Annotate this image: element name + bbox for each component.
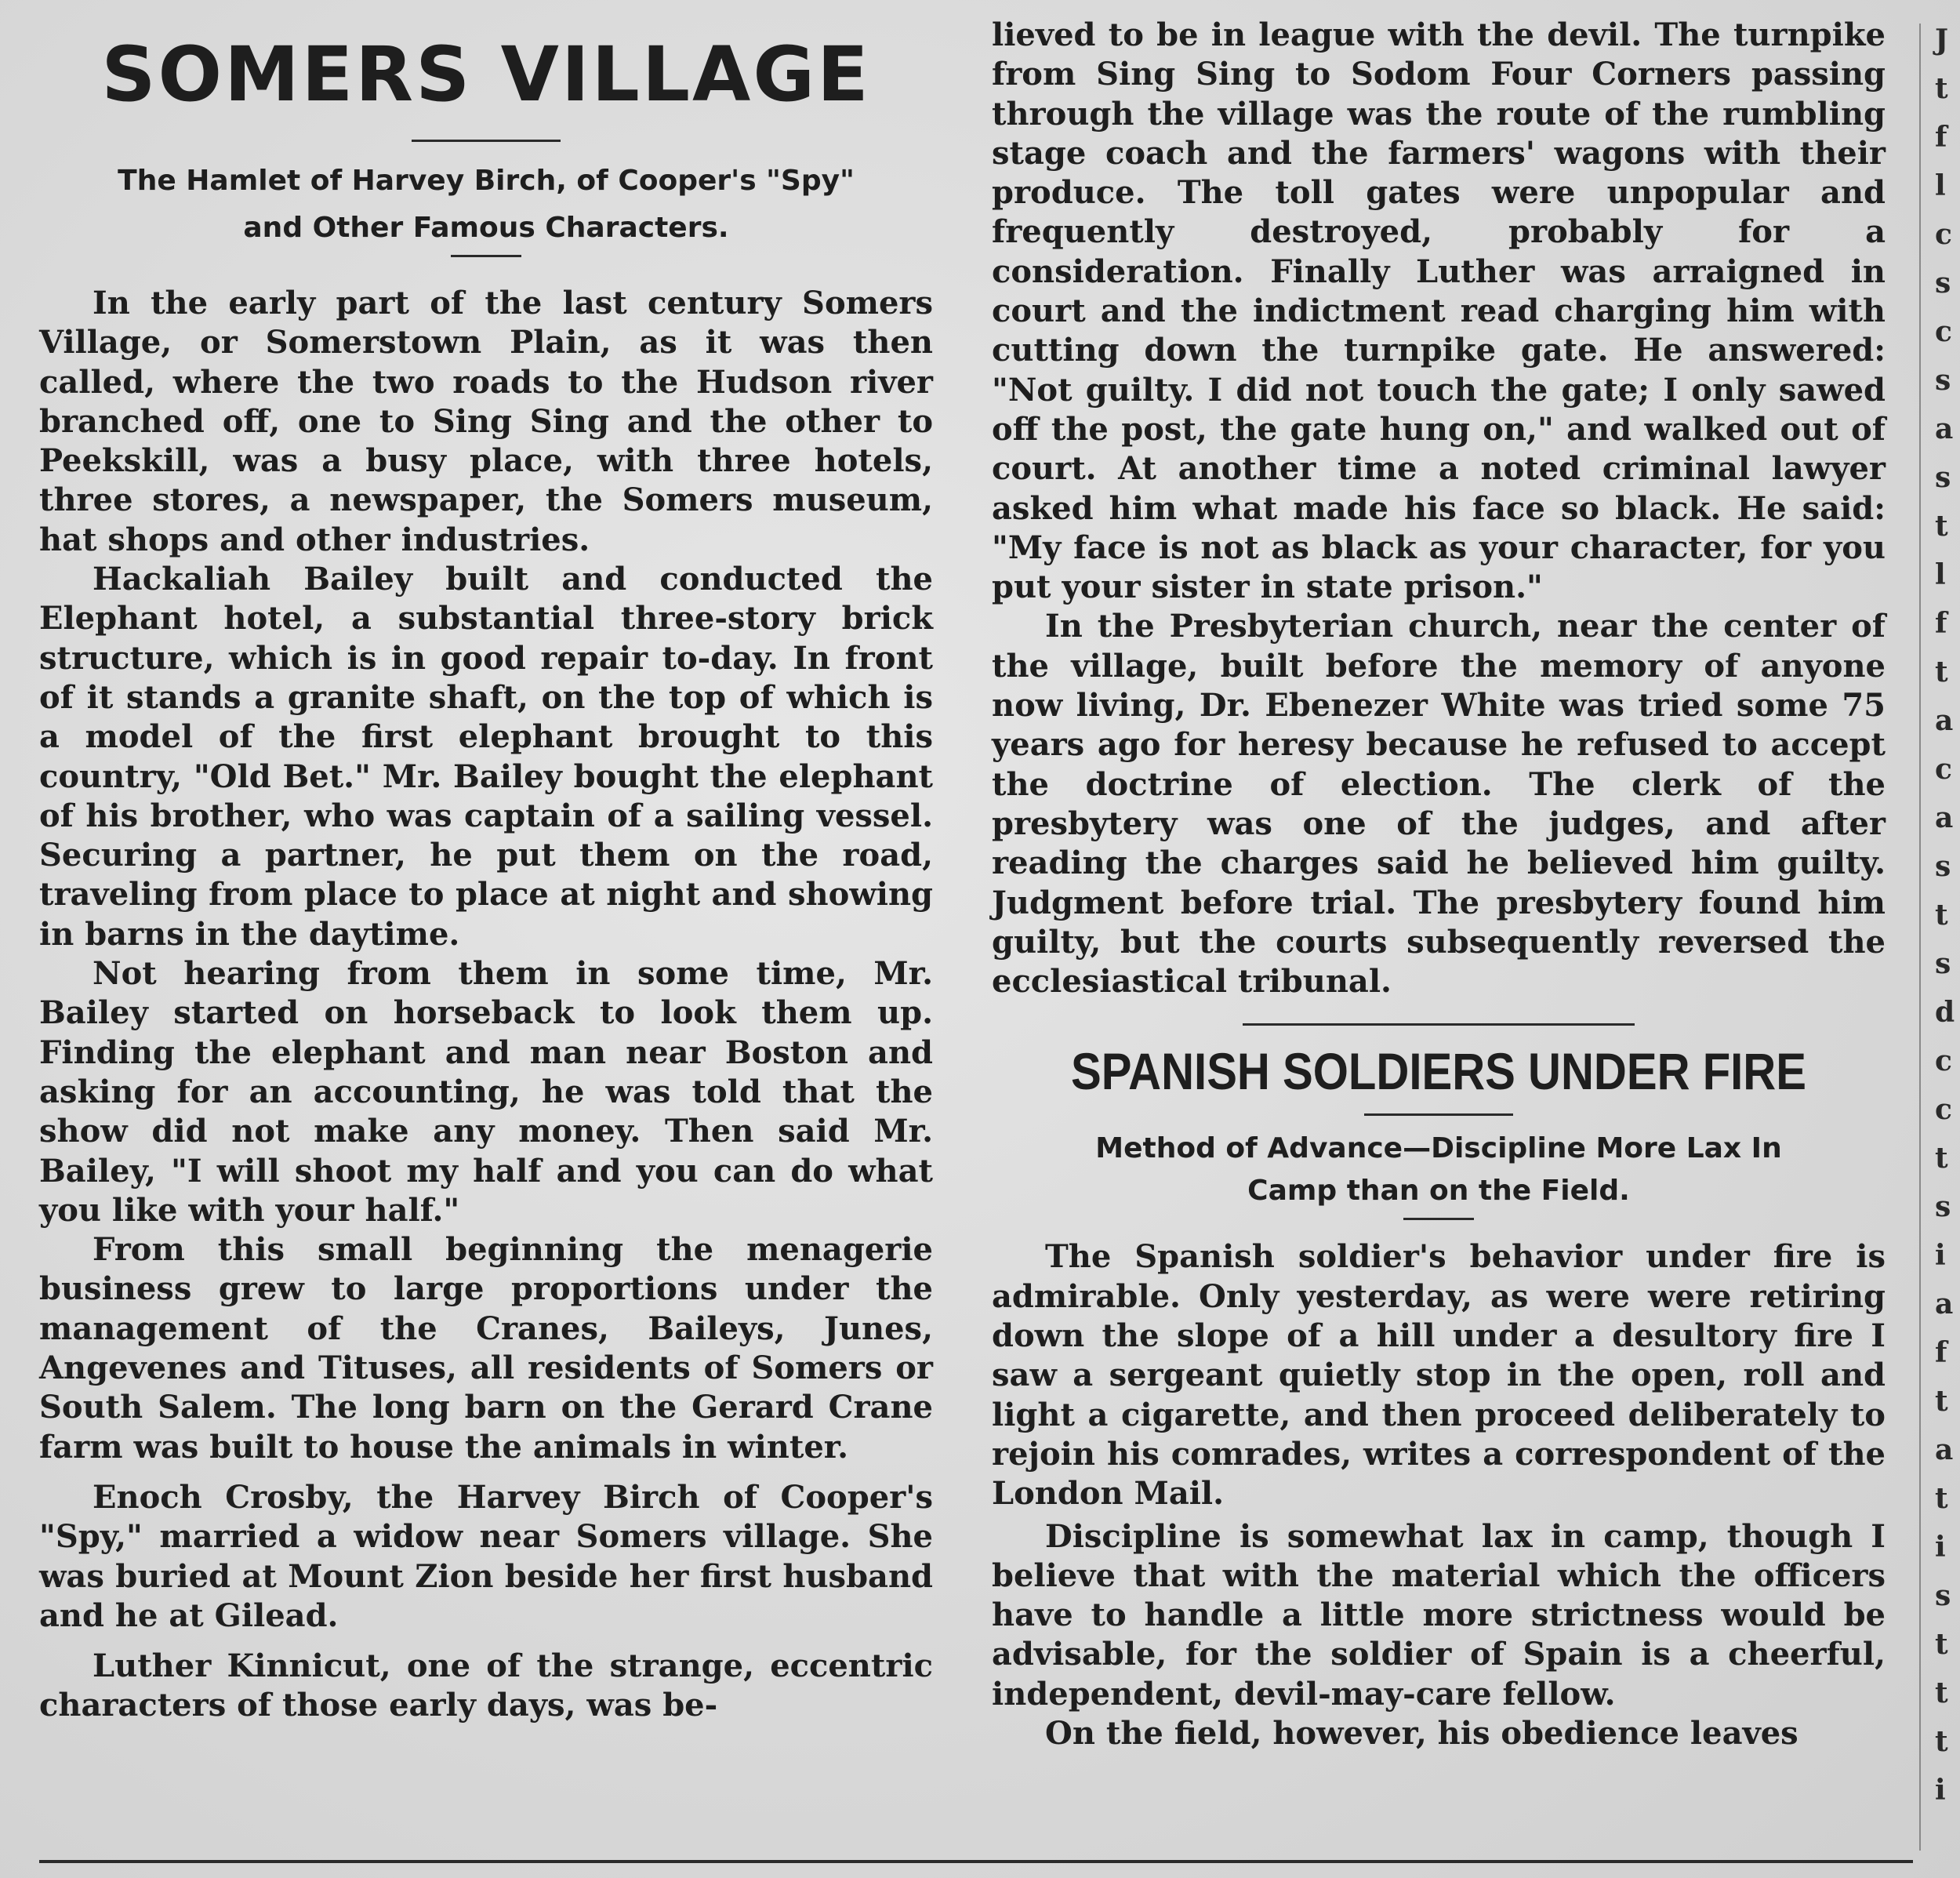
rule <box>451 255 521 257</box>
article-separator <box>1243 1023 1635 1026</box>
edge-letter: i <box>1935 1774 1946 1807</box>
article-continuation: lieved to be in league with the devil. The turnpike from Sing Sing to Sodom Four Corners passing through the village was the route of the rumbling stage coach and the farmers' wagons with their produce. The toll gates were unpopular and frequently destroyed, probably for a consideration. Finally Luther was arraigned in court and the indictment read charging him with cutting down the turnpike gate. He answered: "Not guilty. I did not touch the gate; I only sawed off the post, the gate hung on," and walked out of court. At another time a noted criminal lawyer asked him what made his face so black. He said: "My face is not as black as your character, for you put your sister in state prison." <box>992 16 1886 606</box>
rule <box>1364 1113 1513 1116</box>
edge-letter: f <box>1935 1336 1947 1369</box>
edge-letter: s <box>1935 267 1951 300</box>
edge-letter: s <box>1935 1579 1951 1612</box>
edge-letter: s <box>1935 364 1951 397</box>
article-paragraph: In the Presbyterian church, near the center of the village, built before the memory of anyone now living, Dr. Ebenezer White was tried some 75 years ago for heresy because he refused to accept the doctrine of election. The clerk of the presbytery was one of the judges, and after reading the charges said he believed him guilty. Judgment before trial. The presbytery found him guilty, but the courts subsequently reversed the ecclesiastical tribunal. <box>992 608 1886 1001</box>
edge-letter: s <box>1935 461 1951 494</box>
edge-letter: t <box>1935 510 1948 543</box>
edge-letter: l <box>1935 558 1946 591</box>
edge-letter: l <box>1935 169 1946 202</box>
headline-somers-village: SOMERS VILLAGE <box>101 31 871 118</box>
edge-letter: t <box>1935 1482 1948 1515</box>
edge-letter: s <box>1935 947 1951 980</box>
edge-letter: s <box>1935 850 1951 883</box>
edge-letter: t <box>1935 1385 1948 1418</box>
article-paragraph: On the field, however, his obedience leaves <box>1045 1714 1798 1752</box>
subhead-line-2: and Other Famous Characters. <box>243 212 729 244</box>
article-paragraph: Discipline is somewhat lax in camp, though I believe that with the material which the officers have to handle a little more strictness would be advisable, for the soldier of Spain is a cheerful, independent, devil-may-care fellow. <box>992 1517 1886 1713</box>
edge-letter: J <box>1935 24 1949 56</box>
edge-letter: c <box>1935 753 1952 786</box>
article-paragraph: Luther Kinnicut, one of the strange, eccentric characters of those early days, was be- <box>39 1647 933 1724</box>
left-column <box>39 16 933 1726</box>
edge-letter: t <box>1935 1142 1948 1175</box>
edge-letter: a <box>1935 801 1954 834</box>
edge-letter: a <box>1935 412 1954 445</box>
edge-letter: s <box>1935 1190 1951 1223</box>
headline-spanish-soldiers: SPANISH SOLDIERS UNDER FIRE <box>1071 1042 1806 1101</box>
article-paragraph: Hackaliah Bailey built and conducted the Elephant hotel, a substantial three-story brick structure, which is in good repair to-day. In front of it stands a granite shaft, on the top of which is a model of the first elephant brought to this country, "Old Bet." Mr. Bailey bought the elephant of his brother, who was captain of a sailing vessel. Securing a partner, he put them on the road, traveling from place to place at night and showing in barns in the daytime. <box>39 561 933 953</box>
subhead-line-1: The Hamlet of Harvey Birch, of Cooper's "Spy" <box>118 165 855 197</box>
edge-letter: a <box>1935 1288 1954 1320</box>
article-paragraph: The Spanish soldier's behavior under fire is admirable. Only yesterday, as were were retiring down the slope of a hill under a desultory fire I saw a sergeant quietly stop in the open, roll and light a cigarette, and then proceed deliberately to rejoin his comrades, writes a correspondent of the London Mail. <box>992 1238 1886 1513</box>
article-paragraph: Not hearing from them in some time, Mr. Bailey started on horseback to look them up. Finding the elephant and man near Boston and asking for an accounting, he was told that the show did not make any money. Then said Mr. Bailey, "I will shoot my half and you can do what you like with your half." <box>39 955 933 1229</box>
edge-letter: f <box>1935 607 1947 640</box>
edge-letter: t <box>1935 1628 1948 1661</box>
edge-letter: a <box>1935 1433 1954 1466</box>
rule <box>412 140 561 142</box>
edge-letter: i <box>1935 1239 1946 1272</box>
edge-letter: a <box>1935 704 1954 737</box>
edge-letter: c <box>1935 218 1952 251</box>
article-paragraph: From this small beginning the menagerie business grew to large proportions under the management of the Cranes, Baileys, Junes, Angevenes and Tituses, all residents of Somers or South Salem. The long barn on the Gerard Crane farm was built to house the animals in winter. <box>39 1231 933 1466</box>
article-paragraph: In the early part of the last century Somers Village, or Somerstown Plain, as it was then called, where the two roads to the Hudson river branched off, one to Sing Sing and the other to Peekskill, was a busy place, with three hotels, three stores, a newspaper, the Somers museum, hat shops and other industries. <box>39 285 933 558</box>
edge-letter: c <box>1935 1044 1952 1077</box>
subhead-line-1: Method of Advance—Discipline More Lax In <box>1095 1132 1782 1165</box>
edge-letter: c <box>1935 1093 1952 1126</box>
rule <box>1403 1218 1474 1220</box>
edge-letter: t <box>1935 72 1948 105</box>
edge-letter: c <box>1935 315 1952 348</box>
right-column <box>992 16 1886 1753</box>
edge-letter: f <box>1935 121 1947 154</box>
bottom-rule <box>39 1860 1913 1863</box>
subhead-line-2: Camp than on the Field. <box>1247 1175 1630 1208</box>
column-divider <box>1919 24 1921 1851</box>
edge-letter: t <box>1935 1725 1948 1758</box>
article-paragraph: Enoch Crosby, the Harvey Birch of Cooper's "Spy," married a widow near Somers village. She was buried at Mount Zion beside her first husband and he at Gilead. <box>39 1478 933 1634</box>
edge-letter: t <box>1935 899 1948 932</box>
edge-letter: d <box>1935 996 1955 1029</box>
edge-letter: t <box>1935 1676 1948 1709</box>
edge-letter: i <box>1935 1531 1946 1564</box>
edge-letter: t <box>1935 656 1948 688</box>
